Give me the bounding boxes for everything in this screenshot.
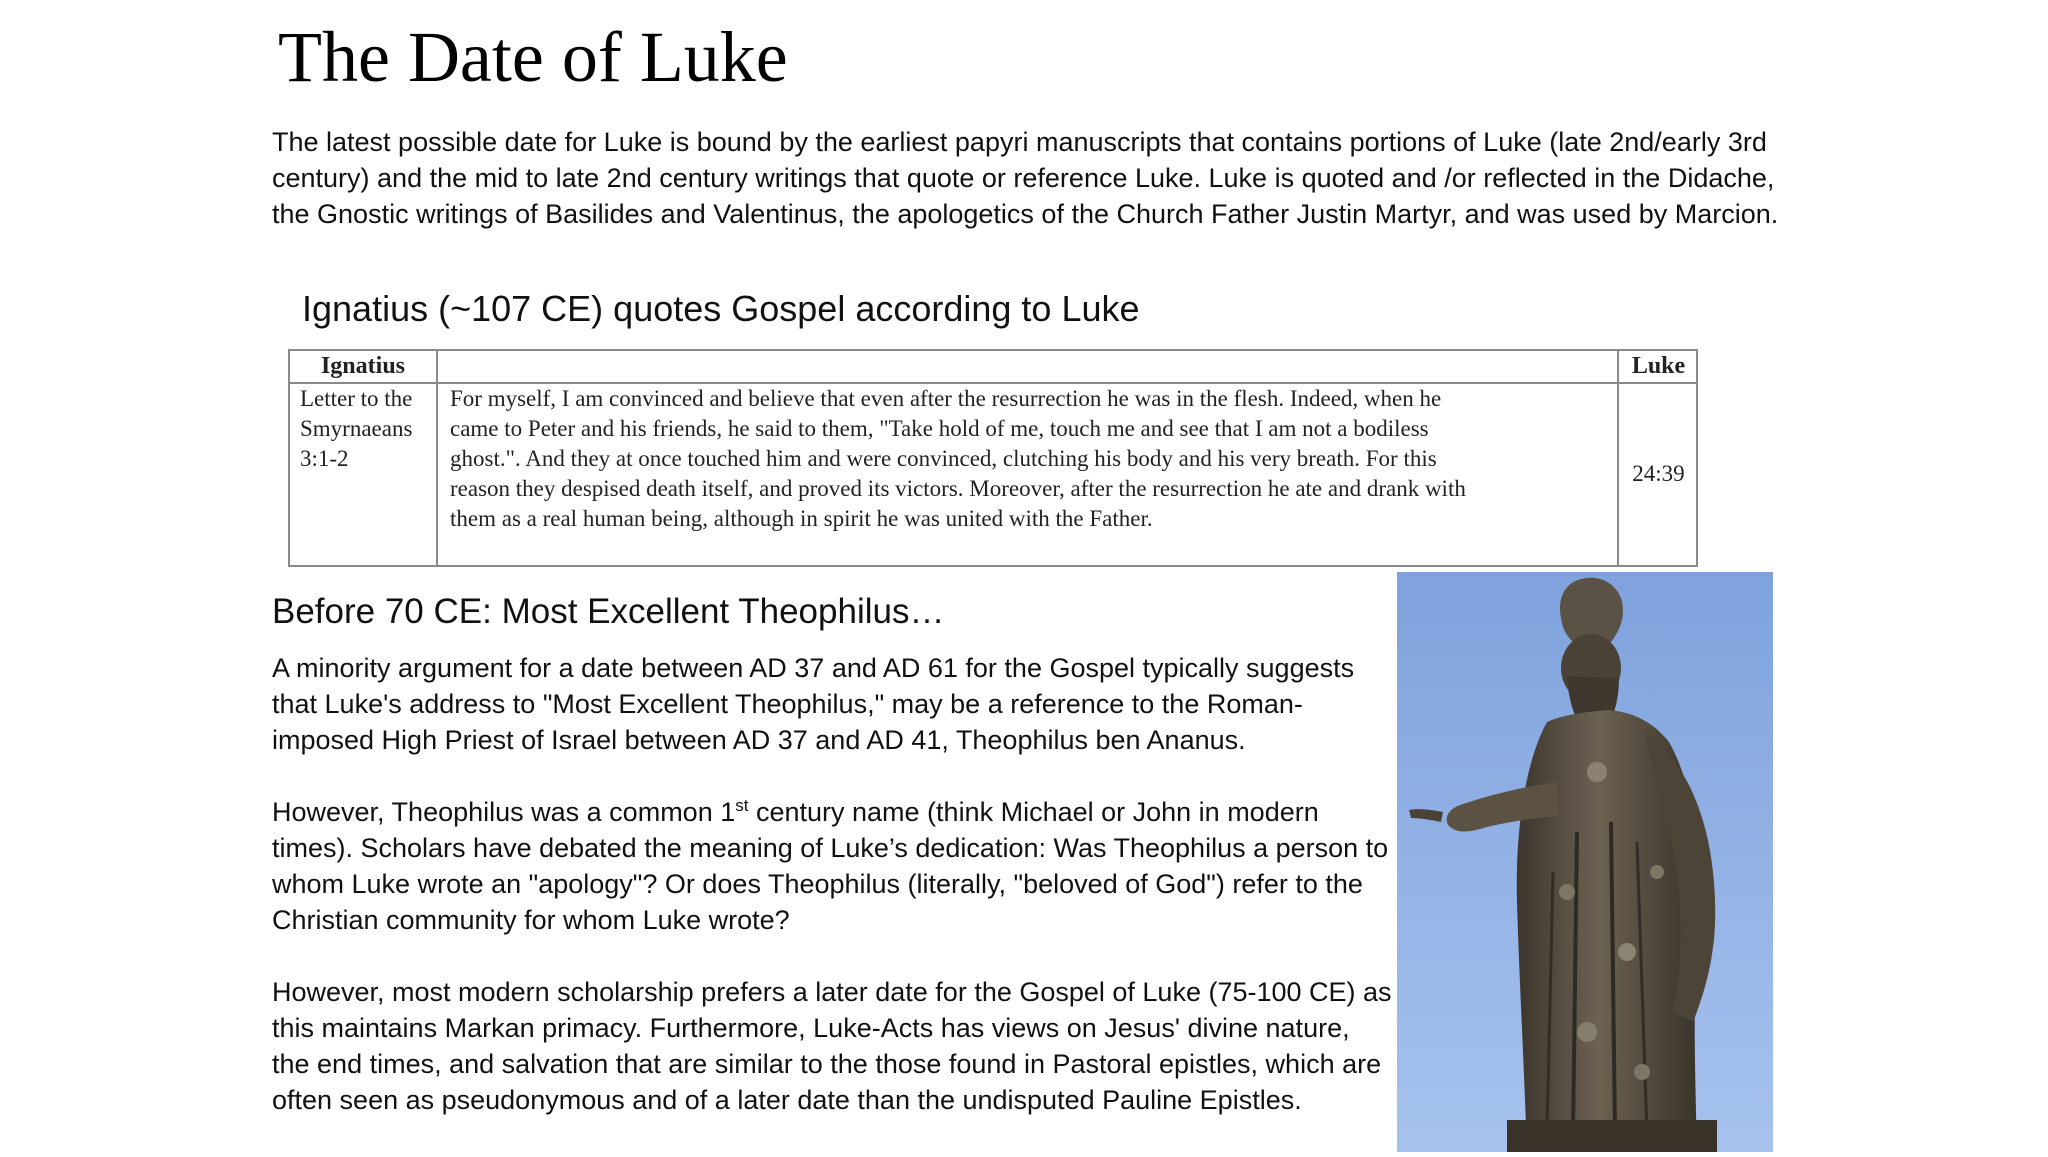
source-line: 3:1-2 (300, 446, 349, 471)
table-header-quote (438, 351, 1617, 382)
quote-line: reason they despised death itself, and proved its victors. Moreover, after the resurrection he ate and drank with (450, 476, 1466, 501)
paragraph-minority-argument: A minority argument for a date between AD 37 and AD 61 for the Gospel typically suggests that Luke's address to "Most Excellent Theophilus," may be a reference to the Roman-imposed High Priest of Israel between AD 37 and AD 41, Theophilus ben Ananus. (272, 653, 1355, 755)
saint-statue-image (1397, 572, 1773, 1152)
table-quote-cell (450, 384, 1615, 534)
paragraph-common-name-rest: century name (think Michael or John in modern times). Scholars have debated the meaning of Luke’s dedication: Was Theophilus a person to whom Luke wrote an "apology"? Or does Theophilus (literally, "beloved of God") refer to the Christian community for whom Luke wrote? (272, 797, 1389, 935)
theophilus-heading: Before 70 CE: Most Excellent Theophilus… (272, 592, 945, 631)
quote-line: came to Peter and his friends, he said to them, "Take hold of me, touch me and see that I am not a bodiless (450, 416, 1429, 441)
table-header-ignatius: Ignatius (320, 353, 406, 379)
paragraph-common-name (272, 794, 1392, 938)
quote-line: them as a real human being, although in spirit he was united with the Father. (450, 506, 1153, 531)
ignatius-quote-table (288, 349, 1698, 567)
ignatius-heading: Ignatius (~107 CE) quotes Gospel according to Luke (302, 288, 1140, 329)
source-line: Smyrnaeans (300, 416, 413, 441)
table-header-luke: Luke (1631, 353, 1686, 379)
table-source-cell (300, 384, 434, 474)
intro-text-box (272, 124, 1782, 232)
theophilus-text-box (272, 650, 1392, 1118)
quote-line: ghost.". And they at once touched him and were convinced, clutching his body and his very breath. For this (450, 446, 1437, 471)
intro-paragraph: The latest possible date for Luke is bound by the earliest papyri manuscripts that contains portions of Luke (late 2nd/early 3rd century) and the mid to late 2nd century writings that quote or reference Luke. Luke is quoted and /or reflected in the Didache, the Gnostic writings of Basilides and Valentinus, the apologetics of the Church Father Justin Martyr, and was used by Marcion. (272, 127, 1779, 229)
paragraph-later-date: However, most modern scholarship prefers a later date for the Gospel of Luke (75-100 CE) as this maintains Markan primacy. Furthermore, Luke-Acts has views on Jesus' divine nature, the end times, and salvation that are similar to the those found in Pastoral epistles, which are often seen as pseudonymous and of a later date than the undisputed Pauline Epistles. (272, 977, 1392, 1115)
ordinal-suffix: st (735, 796, 749, 815)
quote-line: For myself, I am convinced and believe that even after the resurrection he was in the flesh. Indeed, when he (450, 386, 1442, 411)
source-line: Letter to the (300, 386, 413, 411)
table-reference-cell: 24:39 (1632, 461, 1685, 486)
paragraph-common-name-start: However, Theophilus was a common 1 (272, 797, 736, 827)
slide-title: The Date of Luke (278, 17, 788, 97)
